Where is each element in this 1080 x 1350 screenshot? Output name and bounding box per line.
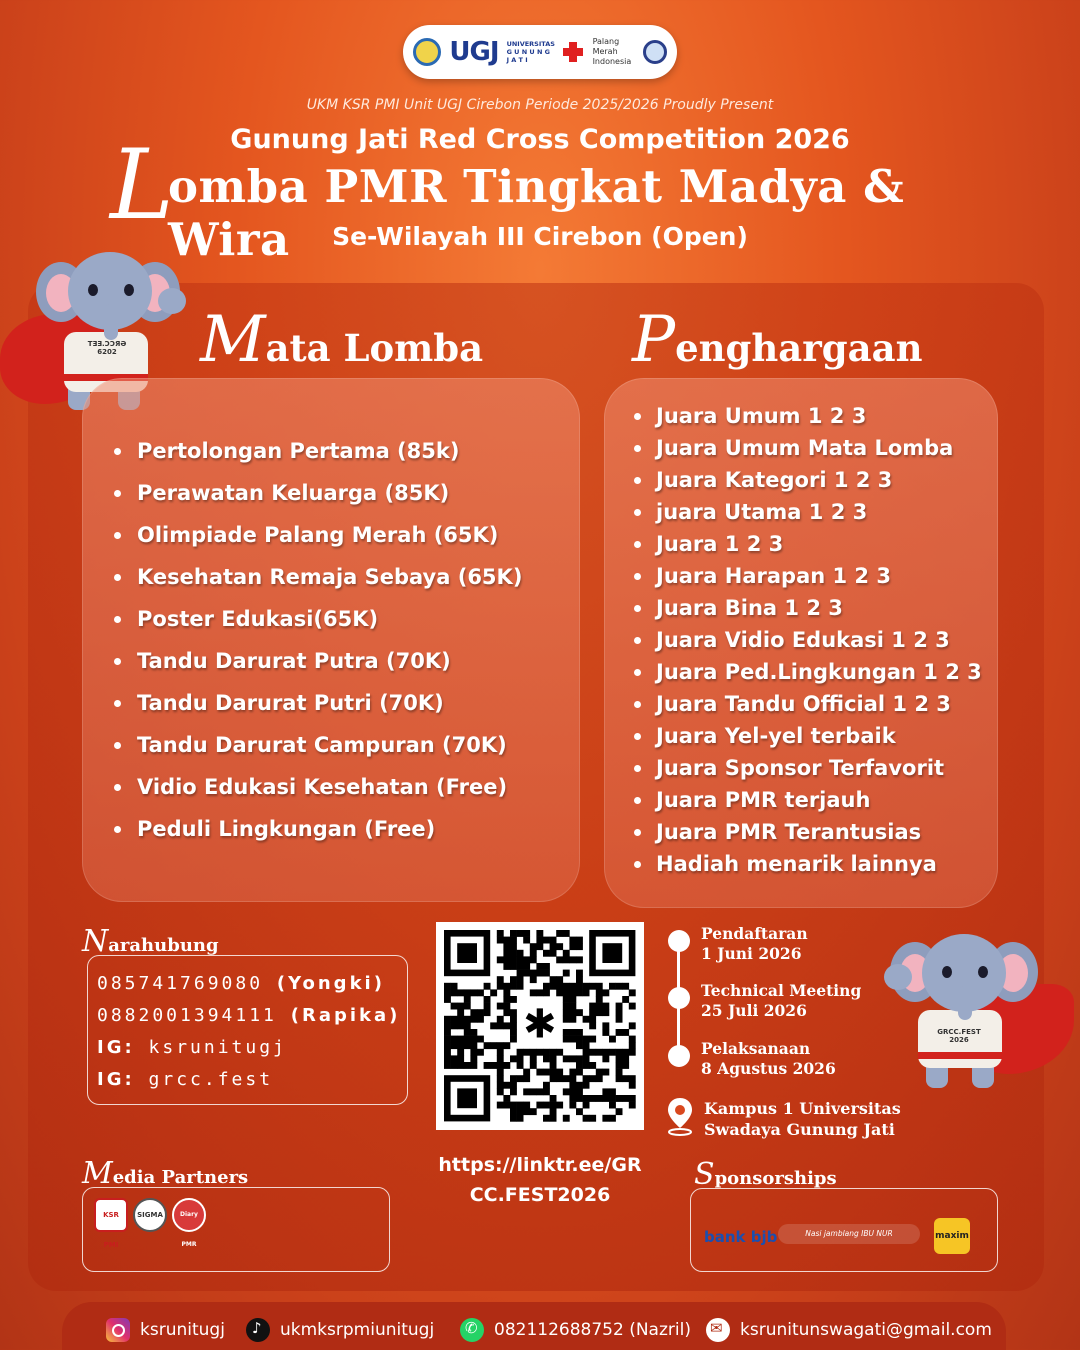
contact-title-rest: arahubung	[108, 935, 219, 956]
sponsor-logo-bjb: bank bjb	[704, 1228, 778, 1246]
list-item: juara Utama 1 2 3	[634, 497, 982, 529]
penghargaan-title-rest: enghargaan	[675, 326, 923, 370]
competition-title: Gunung Jati Red Cross Competition 2026	[230, 124, 850, 155]
partner-logo-diary-pmr: Diary PMR	[172, 1198, 206, 1232]
contact-title-initial: N	[82, 924, 109, 959]
qr-code[interactable]	[436, 922, 644, 1130]
location-line-2: Swadaya Gunung Jati	[704, 1120, 895, 1139]
list-item: Juara Umum 1 2 3	[634, 401, 982, 433]
list-item: Juara Ped.Lingkungan 1 2 3	[634, 657, 982, 689]
header-logo-pill	[403, 25, 677, 79]
contact-lines	[97, 968, 400, 1096]
media-partners-title	[82, 1156, 248, 1191]
timeline-item	[701, 924, 808, 964]
mascot-shirt-text: GRCC.FEST 2026	[937, 1028, 981, 1044]
mascot-eye	[124, 284, 134, 296]
list-item: Hadiah menarik lainnya	[634, 849, 982, 881]
phone-number: 085741769080	[97, 973, 264, 994]
footer-email[interactable]	[706, 1318, 992, 1342]
linktree-link[interactable]	[430, 1150, 650, 1210]
main-title-initial: L	[110, 129, 174, 241]
link-line-1: https://linktr.ee/GR	[438, 1154, 642, 1176]
timeline-date: 1 Juni 2026	[701, 944, 802, 963]
main-title-rest: omba PMR Tingkat Madya & Wira	[168, 160, 905, 266]
list-item: Juara Vidio Edukasi 1 2 3	[634, 625, 982, 657]
timeline-dot	[668, 930, 690, 952]
mascot-trunk	[958, 986, 972, 1020]
footer-tiktok-text: ukmksrpmiunitugj	[280, 1320, 435, 1340]
timeline-item	[701, 981, 861, 1021]
list-item: Juara 1 2 3	[634, 529, 982, 561]
ig-label: IG:	[97, 1037, 135, 1058]
list-item: Vidio Edukasi Kesehatan (Free)	[114, 772, 522, 814]
mascot-fist	[884, 964, 912, 990]
contact-name: (Rapika)	[290, 1005, 401, 1026]
footer-whatsapp-text: 082112688752 (Nazril)	[494, 1320, 691, 1340]
contact-ig-1[interactable]	[97, 1032, 400, 1064]
timeline-dot	[668, 1045, 690, 1067]
red-cross-icon	[561, 40, 585, 64]
list-item: Tandu Darurat Campuran (70K)	[114, 730, 522, 772]
list-item: Juara Harapan 1 2 3	[634, 561, 982, 593]
list-item: Juara PMR Terantusias	[634, 817, 982, 849]
svg-text:✱: ✱	[522, 1001, 557, 1048]
mascot-eye	[88, 284, 98, 296]
mascot-belt	[918, 1052, 1002, 1059]
mata-lomba-title-rest: ata Lomba	[265, 326, 484, 370]
list-item: Pertolongan Pertama (85k)	[114, 436, 522, 478]
footer-instagram[interactable]	[106, 1318, 225, 1342]
partner-logo-sigma: SIGMA	[133, 1198, 167, 1232]
timeline-date: 25 Juli 2026	[701, 1001, 807, 1020]
univ-line-2: G U N U N G	[506, 48, 550, 56]
mascot-eye	[942, 966, 952, 978]
email-icon	[706, 1318, 730, 1342]
list-item: Olimpiade Palang Merah (65K)	[114, 520, 522, 562]
penghargaan-title	[632, 303, 923, 377]
tiktok-icon	[246, 1318, 270, 1342]
ig-handle: grcc.fest	[148, 1069, 274, 1090]
pmi-logo-text	[593, 37, 635, 67]
ugj-logo-text: UGJ	[449, 37, 499, 67]
list-item: Tandu Darurat Putra (70K)	[114, 646, 522, 688]
list-item: Kesehatan Remaja Sebaya (65K)	[114, 562, 522, 604]
pmi-line-1: Palang	[592, 37, 620, 46]
mata-lomba-title	[200, 303, 484, 377]
sponsorships-title	[694, 1157, 837, 1192]
qr-code-graphic	[436, 922, 644, 1130]
media-title-initial: M	[82, 1156, 113, 1191]
mascot-trunk	[104, 304, 118, 340]
contact-ig-2[interactable]	[97, 1064, 400, 1096]
instagram-icon	[106, 1318, 130, 1342]
ig-label: IG:	[97, 1069, 135, 1090]
sponsor-logo-maxim: maxim	[934, 1218, 970, 1254]
pmi-line-3: Indonesia	[592, 57, 632, 66]
mascot-eye	[978, 966, 988, 978]
subtitle: Se-Wilayah III Cirebon (Open)	[332, 222, 748, 251]
timeline-label: Pelaksanaan	[701, 1039, 811, 1058]
list-item: Juara Tandu Official 1 2 3	[634, 689, 982, 721]
timeline-item	[701, 1039, 836, 1079]
partner-logo-ksr: KSR PMI	[94, 1198, 128, 1232]
location-line-1: Kampus 1 Universitas	[704, 1099, 901, 1118]
whatsapp-icon	[460, 1318, 484, 1342]
pmi-line-2: Merah	[592, 47, 618, 56]
mata-lomba-title-initial: M	[200, 303, 266, 377]
univ-logo-text	[507, 40, 553, 64]
presenter-text: UKM KSR PMI Unit UGJ Cirebon Periode 2025/2026 Proudly Present	[306, 97, 774, 113]
footer-instagram-text: ksrunitugj	[140, 1320, 225, 1340]
location-pin-icon	[666, 1096, 694, 1136]
footer-email-text: ksrunitunswagati@gmail.com	[740, 1320, 992, 1340]
footer-whatsapp[interactable]	[460, 1318, 691, 1342]
list-item: Perawatan Keluarga (85K)	[114, 478, 522, 520]
timeline-dot	[668, 987, 690, 1009]
mascot-shirt-text: TƎƎ.ƆƆЯƏ 6202	[87, 340, 127, 356]
link-line-2: CC.FEST2026	[469, 1184, 611, 1206]
mascot-fist	[158, 288, 186, 314]
media-partners-box	[82, 1187, 390, 1272]
ugj-seal-icon	[413, 38, 441, 66]
timeline-label: Pendaftaran	[701, 924, 808, 943]
phone-number: 0882001394111	[97, 1005, 277, 1026]
media-title-rest: edia Partners	[112, 1167, 249, 1188]
sponsor-logo-nasi-jamblang: Nasi jamblang IBU NUR	[778, 1224, 920, 1244]
univ-line-1: UNIVERSITAS	[506, 40, 555, 48]
timeline-date: 8 Agustus 2026	[701, 1059, 836, 1078]
contact-name: (Yongki)	[276, 973, 385, 994]
univ-line-3: J A T I	[506, 56, 528, 64]
footer-tiktok[interactable]	[246, 1318, 434, 1342]
ksr-seal-icon	[643, 40, 667, 64]
penghargaan-list	[634, 401, 982, 881]
penghargaan-title-initial: P	[632, 303, 676, 377]
sponsor-title-rest: ponsorships	[714, 1168, 837, 1189]
list-item: Poster Edukasi(65K)	[114, 604, 522, 646]
list-item: Juara Sponsor Terfavorit	[634, 753, 982, 785]
list-item: Juara Kategori 1 2 3	[634, 465, 982, 497]
list-item: Juara Yel-yel terbaik	[634, 721, 982, 753]
contact-phone-2[interactable]	[97, 1000, 400, 1032]
mata-lomba-list	[114, 436, 522, 856]
list-item: Juara Bina 1 2 3	[634, 593, 982, 625]
ig-handle: ksrunitugj	[148, 1037, 287, 1058]
location-text	[704, 1098, 901, 1140]
mascot-right	[884, 934, 1074, 1094]
timeline-label: Technical Meeting	[701, 981, 862, 1000]
sponsor-title-initial: S	[694, 1157, 715, 1192]
list-item: Peduli Lingkungan (Free)	[114, 814, 522, 856]
list-item: Juara Umum Mata Lomba	[634, 433, 982, 465]
contact-title	[82, 924, 219, 959]
list-item: Tandu Darurat Putri (70K)	[114, 688, 522, 730]
list-item: Juara PMR terjauh	[634, 785, 982, 817]
contact-phone-1[interactable]	[97, 968, 400, 1000]
